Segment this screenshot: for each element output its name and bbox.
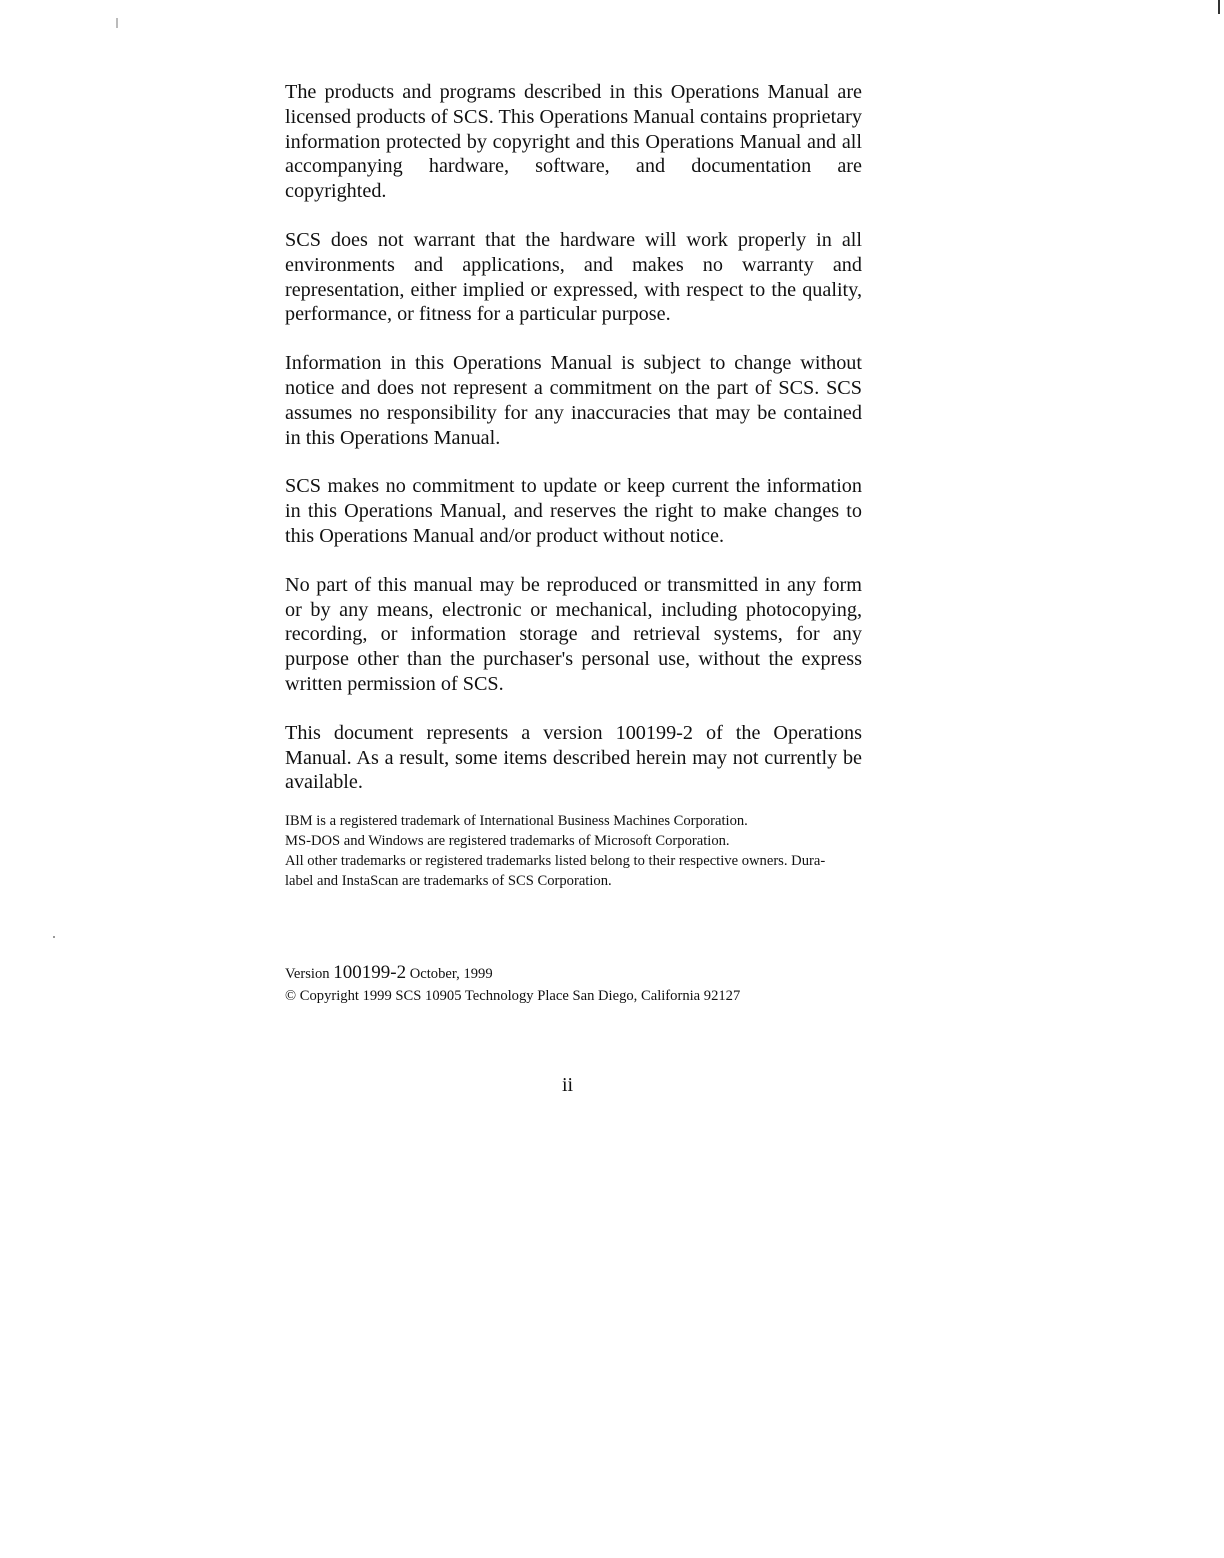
paragraph-change-notice: Information in this Operations Manual is subject to change without notice and does not represent a commitment on the part of SCS. SCS assumes no responsibility for any inaccuracies that may be contained in this Operations Manual. bbox=[285, 352, 862, 449]
scan-speck bbox=[116, 18, 118, 28]
scan-speck bbox=[53, 936, 55, 938]
paragraph-reproduction: No part of this manual may be reproduced or transmitted in any form or by any means, electronic or mechanical, including photocopying, recording, or information storage and retrieval systems, for any purpose other than the purchaser's personal use, without the express written permission of SCS. bbox=[285, 573, 862, 695]
version-number: 100199-2 bbox=[333, 962, 407, 983]
legal-notice-body bbox=[285, 80, 862, 891]
trademark-line-ibm: IBM is a registered trademark of International Business Machines Corporation. bbox=[285, 813, 748, 830]
version-info bbox=[285, 962, 885, 1007]
page-number: ii bbox=[562, 1074, 574, 1096]
copyright-line: © Copyright 1999 SCS 10905 Technology Place San Diego, California 92127 bbox=[285, 988, 741, 1004]
scan-edge-mark bbox=[1218, 0, 1220, 14]
trademark-line-microsoft: MS-DOS and Windows are registered trademarks of Microsoft Corporation. bbox=[285, 833, 730, 850]
version-prefix: Version bbox=[285, 966, 330, 982]
paragraph-update-commitment: SCS makes no commitment to update or keep current the information in this Operations Manual, and reserves the right to make changes to this Operations Manual and/or product without notice. bbox=[285, 475, 862, 547]
paragraph-version-note: This document represents a version 100199-2 of the Operations Manual. As a result, some items described herein may not currently be available. bbox=[285, 721, 862, 794]
trademark-notice bbox=[285, 811, 845, 891]
paragraph-warranty: SCS does not warrant that the hardware will work properly in all environments and applications, and makes no warranty and representation, either implied or expressed, with respect to the quality, performance, or fitness for a particular purpose. bbox=[285, 228, 862, 326]
paragraph-license: The products and programs described in this Operations Manual are licensed products of SCS. This Operations Manual contains proprietary information protected by copyright and this Operations Manual and all accompanying hardware, software, and documentation are copyrighted. bbox=[285, 81, 862, 203]
version-line bbox=[285, 962, 885, 985]
version-date: October, 1999 bbox=[409, 966, 493, 982]
trademark-line-other: All other trademarks or registered trademarks listed belong to their respective owners. Dura-label and InstaScan are trademarks of SCS Corporation. bbox=[285, 853, 826, 890]
